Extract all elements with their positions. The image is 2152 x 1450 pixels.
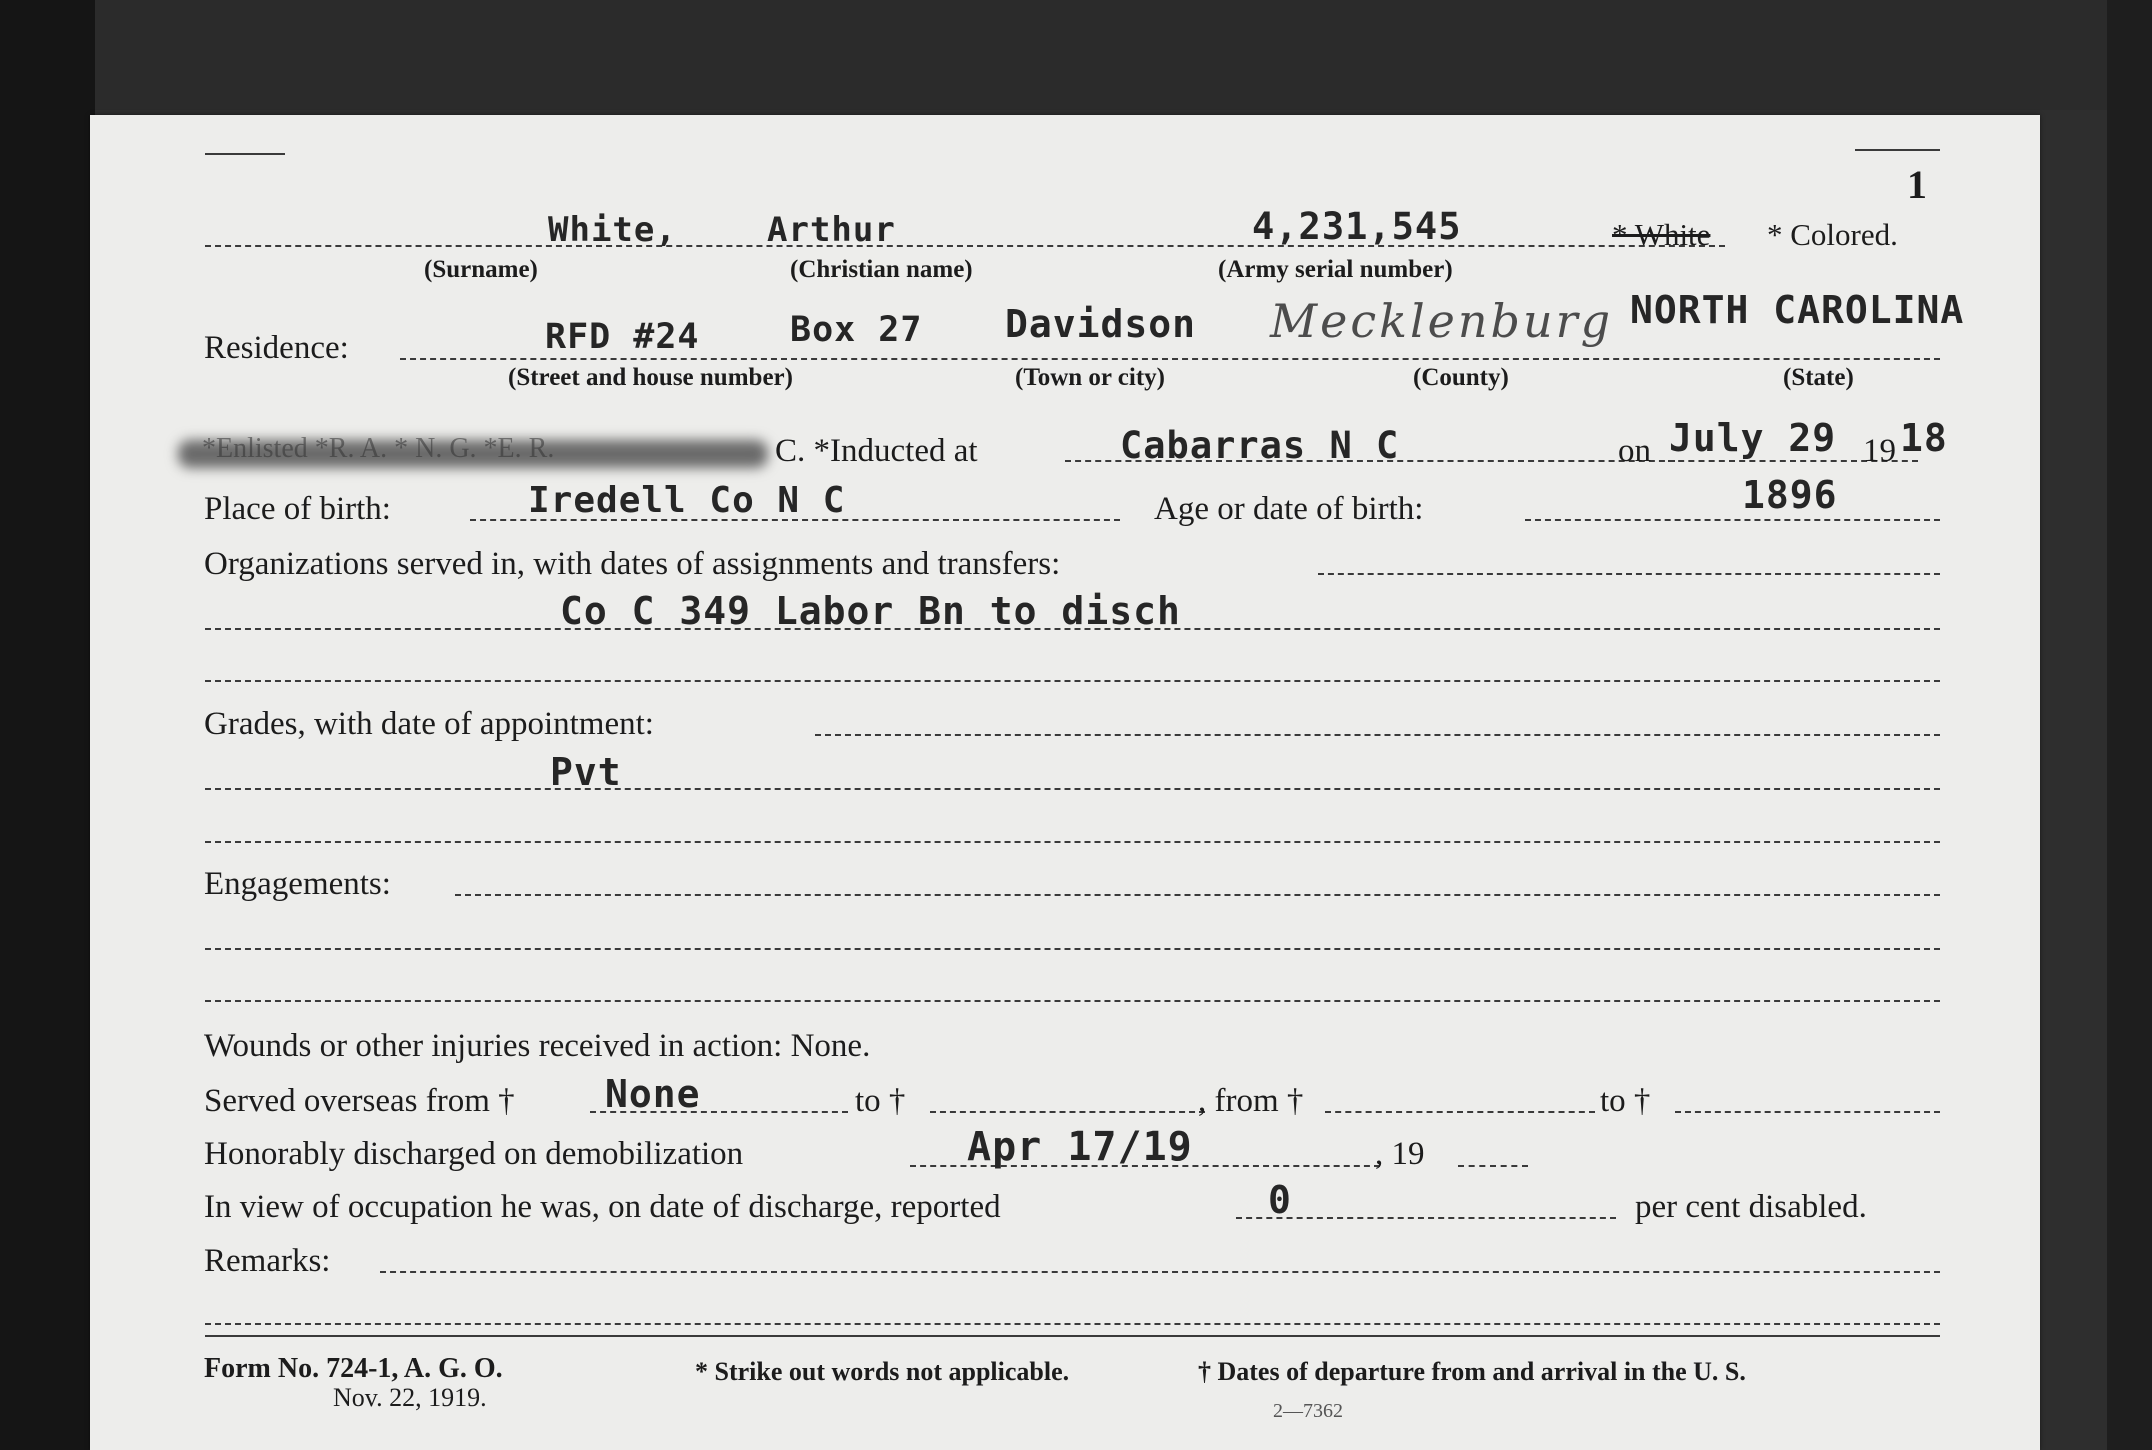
christian-name-caption: (Christian name) [790, 256, 973, 283]
discharge-year-line [1458, 1165, 1528, 1167]
overseas-to2-line [1675, 1111, 1940, 1113]
served-overseas-label: Served overseas from † [204, 1083, 515, 1119]
dates-note: † Dates of departure from and arrival in the U. S. [1198, 1357, 1746, 1386]
card-number: 1 [1907, 162, 1927, 207]
remarks-label: Remarks: [204, 1243, 331, 1279]
stamp-number: 2—7362 [1273, 1400, 1343, 1422]
inducted-place-value: Cabarras N C [1120, 424, 1400, 467]
discharge-label: Honorably discharged on demobilization [204, 1136, 744, 1172]
inducted-label: C. *Inducted at [775, 433, 978, 469]
overseas-to2-label: to † [1600, 1083, 1651, 1119]
enlisted-label: *Enlisted *R. A. * N. G. *E. R. [202, 433, 555, 464]
organizations-label: Organizations served in, with dates of assignments and transfers: [204, 546, 1061, 582]
footer-rule [205, 1335, 1940, 1337]
corner-mark-right [1855, 149, 1940, 151]
grades-label: Grades, with date of appointment: [204, 706, 654, 742]
residence-line [400, 358, 1940, 360]
organizations-value: Co C 349 Labor Bn to disch [560, 589, 1181, 633]
grades-line-1 [815, 734, 1940, 736]
engagements-line-2 [205, 948, 1940, 950]
form-date: Nov. 22, 1919. [333, 1383, 487, 1412]
overseas-from2-line [1325, 1111, 1595, 1113]
induction-year-value: 18 [1900, 416, 1948, 460]
engagements-line-1 [455, 894, 1940, 896]
surname-caption: (Surname) [424, 256, 538, 283]
engagements-line-3 [205, 1000, 1940, 1002]
white-label: * White [1612, 217, 1711, 252]
form-number: Form No. 724-1, A. G. O. [204, 1353, 503, 1384]
organizations-line-1 [1318, 573, 1940, 575]
place-of-birth-value: Iredell Co N C [528, 480, 846, 521]
serial-number-caption: (Army serial number) [1218, 256, 1453, 283]
overseas-to-line [930, 1111, 1205, 1113]
street-value: RFD #24 [545, 317, 700, 357]
grades-value: Pvt [550, 750, 622, 794]
place-of-birth-label: Place of birth: [204, 491, 391, 527]
town-caption: (Town or city) [1015, 364, 1165, 391]
serial-number-value: 4,231,545 [1252, 205, 1462, 248]
colored-label: * Colored. [1767, 217, 1898, 252]
age-label: Age or date of birth: [1154, 491, 1424, 527]
disability-value: 0 [1268, 1178, 1292, 1222]
disability-suffix: per cent disabled. [1635, 1189, 1867, 1225]
scan-border-left [0, 0, 95, 1450]
overseas-to-label: to † [855, 1083, 906, 1119]
state-value: NORTH CAROLINA [1630, 288, 1965, 332]
on-label: on [1618, 433, 1651, 469]
birth-year-line [1525, 519, 1940, 521]
organizations-line-3 [205, 680, 1940, 682]
discharge-date-value: Apr 17/19 [967, 1124, 1193, 1170]
grades-line-3 [205, 841, 1940, 843]
remarks-line-2 [205, 1323, 1940, 1325]
christian-name-value: Arthur [767, 210, 896, 250]
scan-border-right [2107, 0, 2152, 1450]
disability-line [1236, 1217, 1616, 1219]
corner-mark-left [205, 153, 285, 155]
county-value: Mecklenburg [1270, 294, 1614, 348]
induction-date-value: July 29 [1669, 416, 1837, 460]
engagements-label: Engagements: [204, 866, 391, 902]
name-line [205, 245, 1725, 247]
state-caption: (State) [1783, 364, 1854, 391]
discharge-year-label: , 19 [1375, 1136, 1425, 1172]
residence-label: Residence: [204, 330, 349, 366]
birth-year-value: 1896 [1742, 473, 1838, 517]
disability-label: In view of occupation he was, on date of discharge, reported [204, 1189, 1001, 1225]
grades-line-2 [205, 788, 1940, 790]
strike-out-note: * Strike out words not applicable. [695, 1357, 1070, 1386]
box-value: Box 27 [790, 310, 923, 350]
overseas-from2-label: , from † [1198, 1083, 1304, 1119]
county-caption: (County) [1413, 364, 1509, 391]
town-value: Davidson [1005, 302, 1197, 346]
surname-value: White, [548, 210, 677, 250]
scan-border-top [95, 0, 2107, 110]
remarks-line-1 [380, 1271, 1940, 1273]
street-caption: (Street and house number) [508, 364, 793, 391]
service-record-card [90, 115, 2040, 1450]
year-prefix-label: 19 [1863, 433, 1896, 469]
wounds-text: Wounds or other injuries received in action: None. [204, 1028, 871, 1064]
overseas-from-value: None [605, 1072, 701, 1116]
